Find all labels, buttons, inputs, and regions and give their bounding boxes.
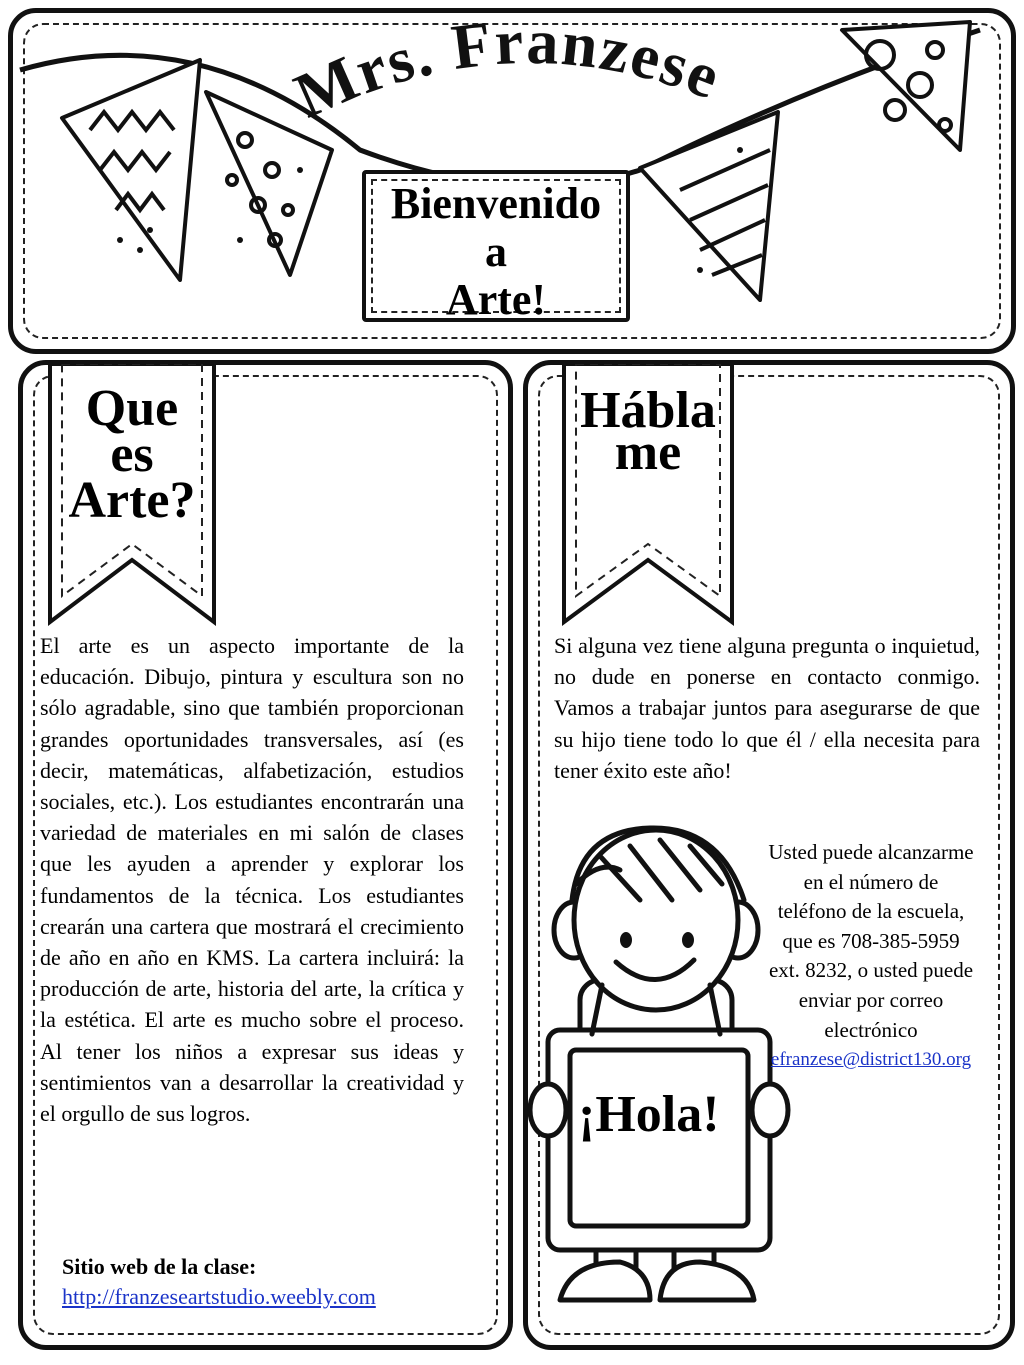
welcome-line: a [485, 227, 507, 276]
website-label: Sitio web de la clase: [62, 1254, 257, 1279]
welcome-line: Bienvenido [390, 179, 602, 228]
contact-line: electrónico [824, 1017, 918, 1042]
what-is-art-paragraph: El arte es un aspecto importante de la educación. Dibujo, pintura y escultura son no sólo agradable, sino que también proporcionan grandes oportunidades transversales, así (es decir, matemáticas, alfabetización, estudios sociales, etc.). Los estudiantes encontrarán una variedad de materiales en mi salón de clases que les ayuden a aprender y explorar los fundamentos de la técnica. Los estudiantes crearán una cartera que mostrará el crecimiento de año en año en KMS. La cartera incluirá: la producción de arte, historia del arte, la crítica y la estética. El arte es mucho sobre el proceso. Al tener los niños a expresar sus ideas y sentimientos van a desarrollar la creatividad y el orgullo de sus logros. [40, 633, 464, 1127]
welcome-line: Arte! [445, 275, 547, 324]
banner-line: Que [85, 380, 179, 437]
banner-line: Arte? [68, 472, 196, 529]
contact-line: ext. 8232, o usted puede [768, 958, 974, 983]
contact-line: teléfono de la escuela, [777, 899, 965, 924]
banner-line: es [110, 426, 154, 483]
contact-line: en el número de [803, 869, 939, 894]
contact-line: enviar por correo [798, 987, 944, 1012]
contact-line: Usted puede alcanzarme [768, 840, 974, 864]
svg-text:Mrs. Franzese: Mrs. Franzese [284, 8, 731, 132]
contact-paragraph: Si alguna vez tiene alguna pregunta o inquietud, no dude en ponerse en contacto conmigo. Vamos a trabajar juntos para asegurarse de que su hijo tiene todo lo que él / ella necesita para tener éxito este año! [554, 633, 980, 783]
contact-info-block [744, 838, 998, 1075]
website-link[interactable]: http://franzeseartstudio.weebly.com [62, 1284, 376, 1309]
banner-line: Hábla [580, 382, 716, 439]
hola-sign-text: ¡Hola! [578, 1086, 720, 1143]
contact-line: que es 708-385-5959 [782, 928, 960, 953]
banner-line: me [614, 424, 682, 481]
email-link[interactable]: efranzese@district130.org [770, 1049, 972, 1071]
